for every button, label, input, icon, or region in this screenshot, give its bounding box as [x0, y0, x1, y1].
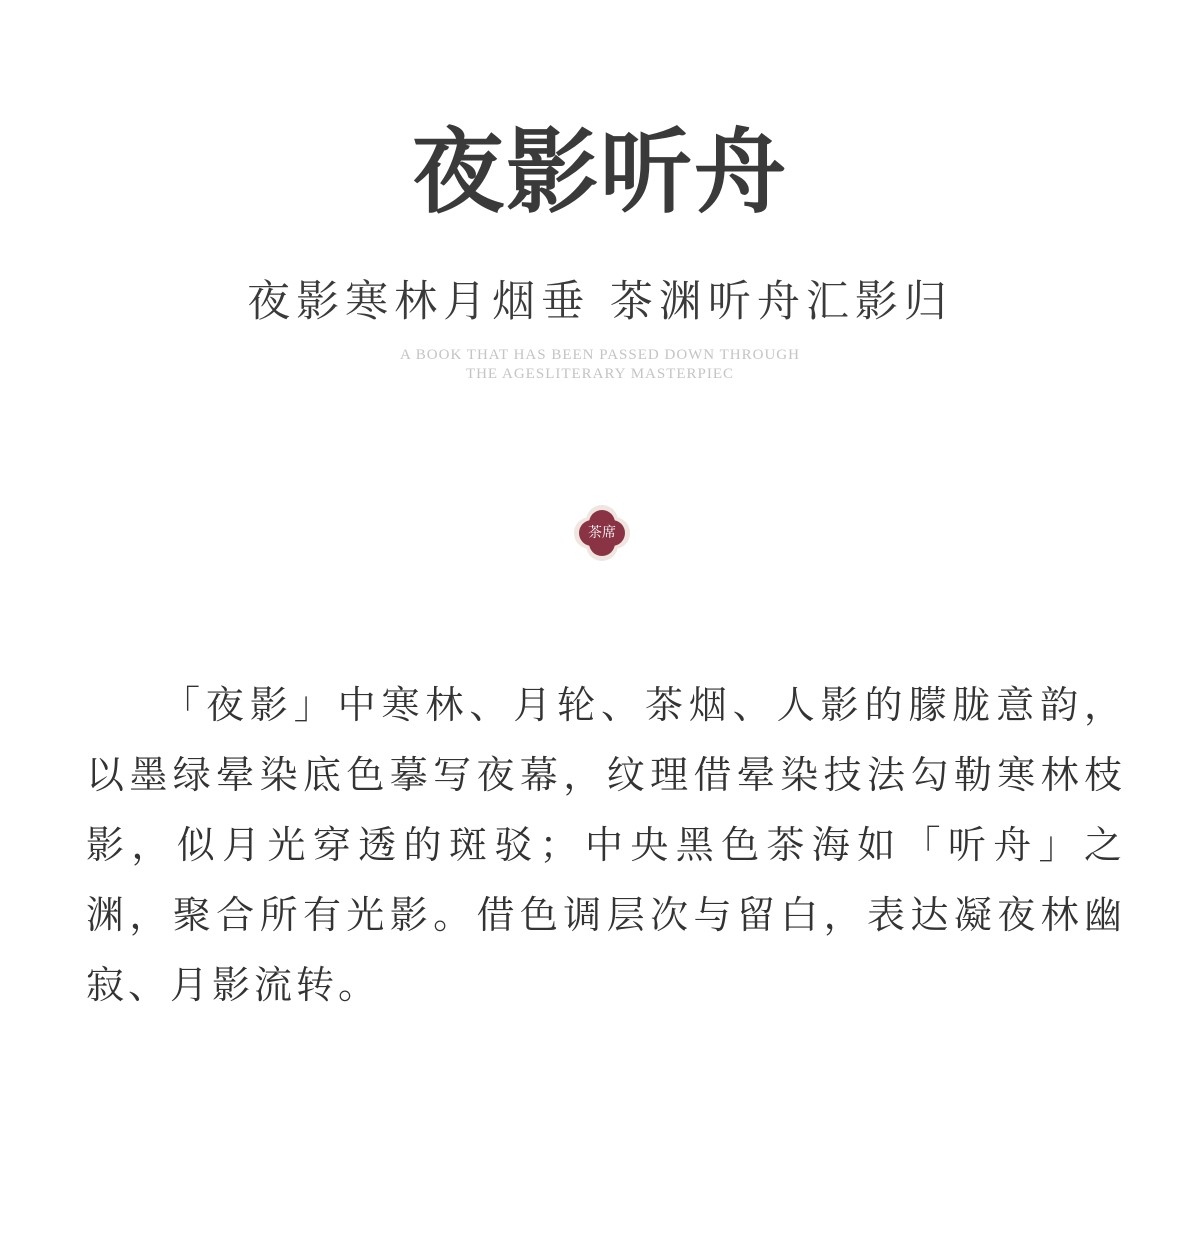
subtitle-couplet: 夜影寒林月烟垂 茶渊听舟汇影归: [247, 277, 953, 327]
description-paragraph: 「夜影」中寒林、月轮、茶烟、人影的朦胧意韵，以墨绿晕染底色摹写夜幕，纹理借晕染技法勾勒寒林枝影，似月光穿透的斑驳；中央黑色茶海如「听舟」之渊，聚合所有光影。借色调层次与留白，表达凝夜林幽寂、月影流转。: [86, 683, 1126, 1007]
english-tagline: [0, 346, 1200, 384]
tea-seat-badge: [573, 504, 631, 562]
page-title: 夜影听舟: [411, 118, 788, 226]
badge-label: 茶席: [588, 525, 616, 541]
english-tagline-line1: A BOOK THAT HAS BEEN PASSED DOWN THROUGH: [400, 347, 800, 363]
english-tagline-line2: THE AGESLITERARY MASTERPIEC: [465, 366, 735, 382]
